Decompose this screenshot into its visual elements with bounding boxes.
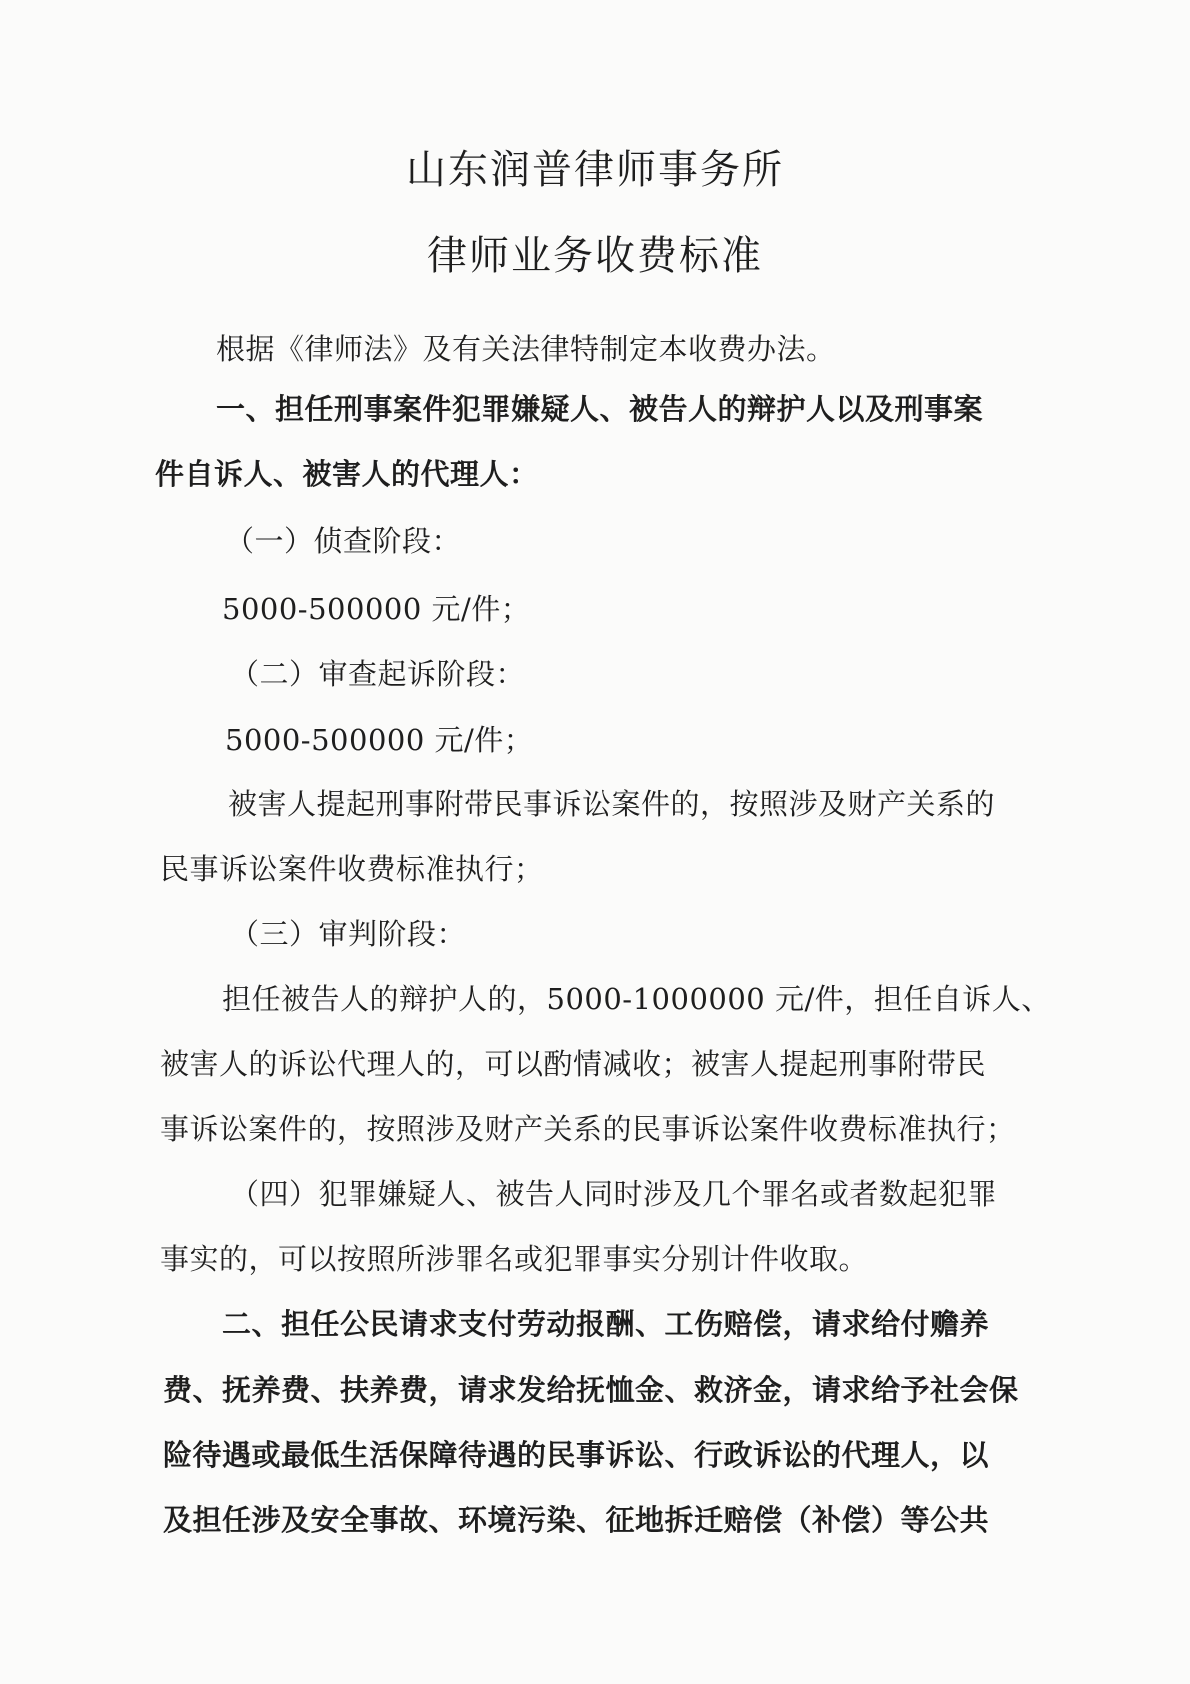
document-title-fee-standard: 律师业务收费标准 [427, 233, 763, 279]
subsection-investigation: （一）侦查阶段： [225, 524, 462, 558]
section-two-line-4: 及担任涉及安全事故、环境污染、征地拆迁赔偿（补偿）等公共 [163, 1503, 990, 1537]
section-one-heading-cont: 件自诉人、被害人的代理人： [155, 457, 539, 491]
body-line-1: 根据《律师法》及有关法律特制定本收费办法。 [216, 332, 836, 366]
section-two-heading: 二、担任公民请求支付劳动报酬、工伤赔偿，请求给付赡养 [222, 1307, 990, 1341]
document-title-firm: 山东润普律师事务所 [406, 147, 784, 193]
body-line-victim-civil: 被害人提起刑事附带民事诉讼案件的，按照涉及财产关系的 [228, 787, 996, 821]
body-line-trial-2: 被害人的诉讼代理人的，可以酌情减收；被害人提起刑事附带民 [160, 1047, 987, 1081]
fee-investigation: 5000-500000 元/件； [222, 592, 531, 626]
section-two-line-2: 费、抚养费、扶养费，请求发给抚恤金、救济金，请求给予社会保 [163, 1373, 1019, 1407]
subsection-multiple-charges: （四）犯罪嫌疑人、被告人同时涉及几个罪名或者数起犯罪 [230, 1177, 998, 1211]
body-line-multiple-charges-cont: 事实的，可以按照所涉罪名或犯罪事实分别计件收取。 [160, 1242, 869, 1276]
subsection-trial: （三）审判阶段： [230, 917, 467, 951]
body-line-trial-1: 担任被告人的辩护人的，5000-1000000 元/件，担任自诉人、 [222, 982, 1051, 1016]
fee-prosecution-review: 5000-500000 元/件； [225, 723, 534, 757]
section-one-heading: 一、担任刑事案件犯罪嫌疑人、被告人的辩护人以及刑事案 [216, 392, 984, 426]
body-line-victim-civil-cont: 民事诉讼案件收费标准执行； [160, 852, 544, 886]
subsection-prosecution-review: （二）审查起诉阶段： [230, 657, 526, 691]
body-line-trial-3: 事诉讼案件的，按照涉及财产关系的民事诉讼案件收费标准执行； [160, 1112, 1016, 1146]
section-two-line-3: 险待遇或最低生活保障待遇的民事诉讼、行政诉讼的代理人，以 [163, 1438, 990, 1472]
